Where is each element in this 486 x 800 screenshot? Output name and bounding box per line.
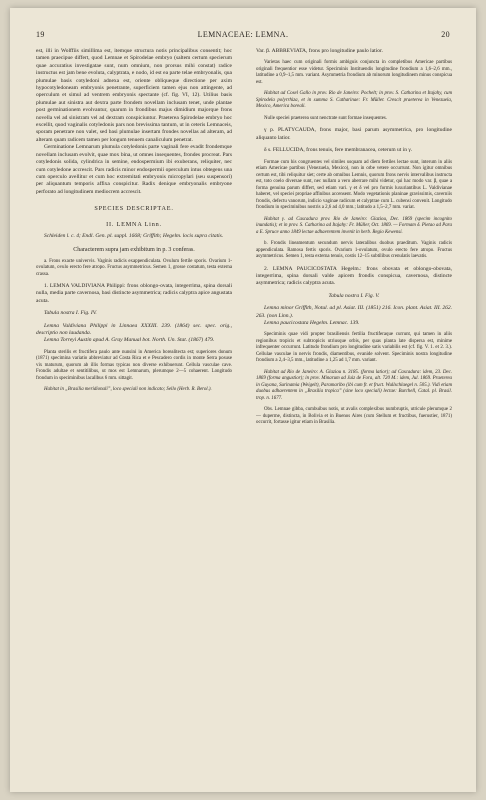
key-b: b. Frondis lineamentum secundum nervis lateralibus duobus praeditum. Vaginis radicis appendiculata. Ramosa fertis sporis. Ovarium 1-ovulatum, ovulo erecto fere atropo. Fructus asymmetricus. Semen 1, testa externa tenuis, costis 12–15 subtilibus crenulatis laevatis. [256,241,452,260]
description-2: Speciminis quae vidi propter brasiliensis fertilia fructiferaque currunt, qui tamen in aliis regionibus tropicis et subtropicis utriusque orbis, per quas planta late dispersa est, minime infrequenter occurrunt. Latitudo frondium pro longitudine satis variabilis est (cf. fig. V. 1. et 2. 3.). Cellulae vasculae in nervis frondis, diamentibus, evanide solvent. Speciminis nostra longitudine frondium a 2,4–3,5 mm., latitudine a 1,25 ad 1,7 mm. variant. [256,332,452,364]
formae-note: Nulle speciei praeterea sunt nenctrate sunt formae insequentes. [264,115,388,121]
left-column [36,48,232,768]
character-note: Characterem supra jam exhibitum in p. 3 conferas. [73,246,195,253]
running-header [36,30,450,44]
plate-reference-2: Tabula nostra I. Fig. V. [328,292,380,299]
habitat-2: Habitat ad Rio de Janeiro: A. Glaziou n. 3185. (forma latior); ad Cascadura: idem, 23. Dec. 1869 (forma angustior); in prov. Minarum ad Juiz de Fora, alt. 720 M.: idem, Jul. 1869. Praeterea in Guyana, Surinamia (Weigelt), Paramaribo (ibi cum fr. et fruct. Wullschlaegel n. 505.). Vidi etiam duobus adhaerentem in „Brasilia tropica” (sine loco speciali) lectae: Burchell, Catal. pl. Brasil. trop. n. 1677. [256,369,452,401]
variety-gamma: γ p. PLATYCAUDA, frons major, basi parum asymmetrica, pro longitudine aliquanto latior. [256,127,452,141]
synonym-4: Lemna paucicostata Hegelm. Lemnac. 139. [264,320,360,327]
key-a: a. Frons exacte univervis. Vaginis radicis exappendiculata. Ovulum fertile sporis. Ovarium 1-ovulatum, ovulo erecto fere atropo. Fructus asymmetricus. Semen 1, grosse costatum, testa externa crassa. [36,258,232,277]
paragraph-germination: Germinatione Lemnarum plumula cotyledonis parte vaginali fere evadit frondemque novellam inclusam evolvit, quae mox bina, ut omnes insequentes, frondes procreat. Pars cotyledonis solida, cylindrica in semine, endospermium ibi exuberans, reliquiter, nec cum cotyledone accrescit. Pars radicis minor endospermii operculum intus obtegens una cum operculo avellitur et cum hoc extremitati embryonis micropylari (seu suspensori) per aliquantum temporis affixa conspicitur. Radix denique embryonalis embryone perforato ad longitudinem mediocrem accrescit. [36,144,232,195]
page-number-right: 20 [441,30,450,39]
description-1: Planta sterilis et fructifera paulo ante nunsini in America borealitecta est; superiores donum (1871) specimina variatio abbreviatur ad Costa Rica et e Pescadero cordis in monte Serra posuse vix maturum, quorum ab illis formas typicas non diverse exhibuerunt. Cellula vasculae cave. Frondis adultae et sentitilibus, ut mos est Lemnarum, plerumque 2—5 cohaerent. Longitudo frondum in speciminibus lacallbus 6 mm. sittagit. [36,349,232,381]
section-heading: SPECIES DESCRIPTAE. [94,205,174,213]
species-1-heading: 1. LEMNA VALDIVIANA Philippi: frons oblongo-ovata, integerrima, spina dorsali nulla, media parte cavernosa, basi distincte asymmetrica; radicis calyptra apice angustata acuta. [36,283,232,304]
page-number-left: 19 [36,30,45,39]
genus-reference: Schleiden l. c. 4; Endl. Gen. pl. suppl. 1668; Griffith; Hegelm. locis supra citatis. [44,233,224,240]
variety-beta: Var. β. ABBREVIATA, frons pro longitudine paulo latior. [256,48,383,54]
species-2-heading: 2. LEMNA PAUCICOSTATA Hegelm.: frons obovata et oblongo-obovata, integerrima, spina dorsali valde apicem frondis conspicua, cavernosa, distincte asymmetrica; radicis calyptra acuta. [256,265,452,287]
running-title: LEMNACEAE: LEMNA. [197,30,289,39]
genus-heading: II. LEMNA Linn. [106,221,162,229]
habitat-1: Habitat in „Brasilia meridionali”, loco speciali non indicato; Sello (Herb. R. Berol.). [44,387,212,393]
synonym-1: Lemna Valdiviana Philippi in Linnaea XXXIII. 239. (1864) sec. spec. orig., descriptio non laudanda. [36,322,232,337]
book-page [10,8,476,792]
habitat-beta: Habitat ad Cosel Gallo in prov. Rio de Janeiro: Pochelt; in prov. S. Catharina et Itajahy, cum Spirodela polyrrhiza, et in summa S. Catharinae: Fr. Müller. Crescit praeterea in Venezuela, Mexico, America boreali. [256,91,452,110]
observation-note: Obs. Lemnae gibba, cumbuibus notis, ut avalis complexibus numbruptis, utricule plerumque 2— duperme, distincta, in Bolivia et in Buenos Aires (cum Stellum et fructibus, fuerustier, 1871) occurrit, fortasse igitur etiam in Brasilia. [256,407,452,426]
variety-delta: δ s. FELLUCIDA, frons tenuis, fere membranacea, ceterum ut in γ. [264,147,413,154]
paragraph-embryo: est, illi in Wolffiis simillima est, itemque structura notis principalibus consentit; hoc tamen praecipue differt, quod Lemnae et Spirodelae embryo (saltem certum specierum quae accuratius investigatae sunt, num omnium, non prorsus mihi constat) radice instructus est jam bene evoluta, calyptrata, e nodo, id est ea parte telae embryonalis, qua plumulae basis cotyledoni adnexa est, oriente obliqueque directione per axim hypocotyledoneam embryonis penetrante, superficiem tamen ejus non attingente, ad operculum et simul ad ventrem embryonis spectante (cf. fig. VI, 12). Utilius basis plumulae aut sinistra aut dextra parte frondem novellam inclusam tenet, unde plantae post germinationem evolvantur, quarum in frondibus majus dimidium majorque frons novella vel ad sinistram vel ad dextram conspiciuntur. Praeterea Spirodelae embryo hoc excellit, quod vaginalis cotyledonis pars non brevissima tantum, ut in ceteris Lemnaceis, sporam penetrare non valet, sed basi plumulae insertam frondes novellas ad alteram, ad alteram quam radicem tamen per longum tenuem canaliculum penetrat. [36,48,232,143]
synonym-3: Lemna minor Griffith, Notul. ad pl. Asiat. III. (1851) 216. Icon. plant. Asiat. III. 262. 263. (non Linn.). [256,305,452,319]
formae-discussion: Formae cum his congruentes vel similes usquam ad diem fertiles lectae sunt, interum in aliis etiam Americae partibus (Venezuela, Mexico), non in orbe vetere occurrunt. Non igitur omnibus certum est, tibi reliquitur siet; certe ab omnibus Lemnis, quorum frons nervis intervalibus instructa est, toto coelo diversae sunt, nec nullam a vero aberrare mihi videtur, qui hac modo var. β, quae a forma genuina parum differt, sed etiam vari. γ et δ vel pro formis luxuriantibus L. Valdivianae haberet, vel speciei propriae affinibus accensent. Modo vegetationis planinae gravissimis, caverniis frondis, defectu vanorum, indicio vaginae radicum et calyptrae cum L. cubensi convenit. Longitudo frondium in speciminibus nostris a 2,6 ad 4,0 mm.; latitudo a 1,5–2,7 mm. variat. [256,159,452,211]
right-column [256,48,452,768]
variety-beta-note: Varietas haec cum originali formis ambiguis conjuncta in completibus Americae partibus originali frequentior esse videtur. Speciminis Instituendis longitudine frondium a 1,6–2,6 mm., latitudine a 0,9–1,5 mm. variant. Asymmetria frondium ab minorum longitudinem minus conspicua est. [256,60,452,85]
synonym-2: Lemna Torreyi Austin apud A. Gray Manual bot. North. Un. Stat. (1867) 479. [44,337,215,344]
habitat-gamma: Habitat γ. ad Cascadura prov. Rio de Janeiro: Glaziou, Dec. 1869 (specim incognito inundatis); et in prov. S. Catharina ad Itajahy: Fr. Müller, Oct. 1869. — Formam δ. Pietao ad Para a E. Spruce anno 1849 lectae adhaerentem invenit in herb. Regio Kewensi. [256,216,452,235]
plate-reference-1: Tabula nostra I. Fig. IV. [44,310,97,317]
